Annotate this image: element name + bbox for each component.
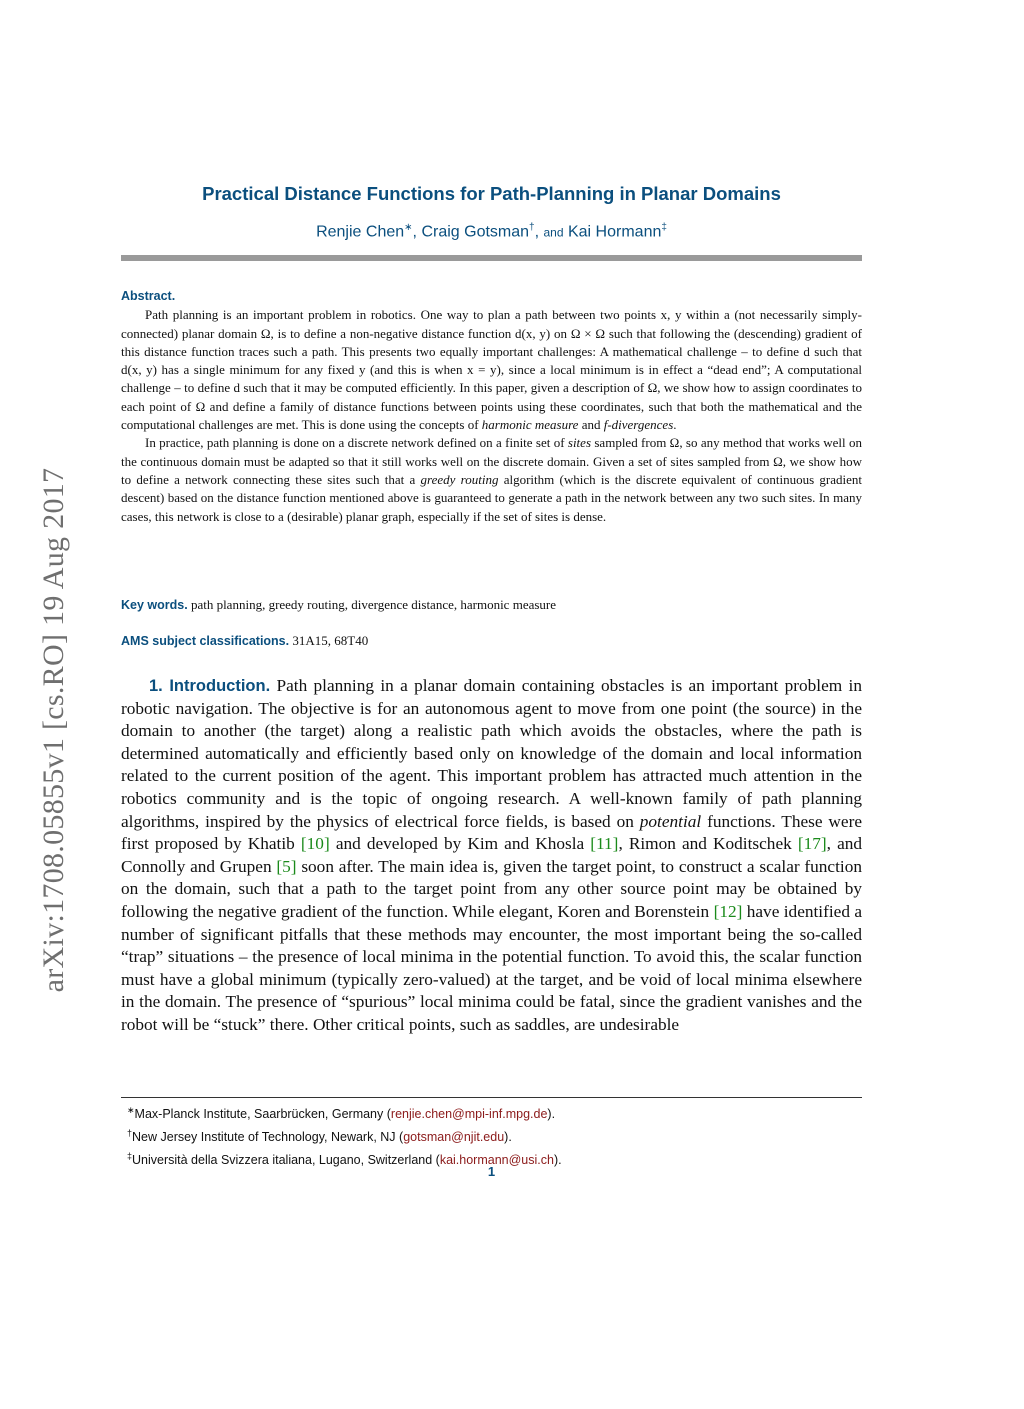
- footnote: ‡Università della Svizzera italiana, Lugano, Switzerland (kai.hormann@usi.ch).: [127, 1151, 562, 1168]
- footnote: ∗Max-Planck Institute, Saarbrücken, Germany (renjie.chen@mpi-inf.mpg.de).: [127, 1105, 556, 1122]
- author-name: Kai Hormann: [567, 223, 662, 241]
- paper-title: Practical Distance Functions for Path-Planning in Planar Domains: [202, 183, 781, 204]
- ams-classifications: [121, 633, 862, 649]
- author-mark: †: [529, 222, 535, 233]
- citation-link[interactable]: [17]: [797, 834, 827, 854]
- abstract-label: Abstract.: [121, 289, 176, 303]
- citation-link[interactable]: [12]: [713, 901, 743, 921]
- page-number: 1: [487, 1164, 496, 1179]
- abstract-paragraph: In practice, path planning is done on a discrete network defined on a finite set of sites sampled from Ω, so any method that works well on the continuous domain must be adapted so that it still works well on the discrete domain. Given a set of sites sampled from Ω, we show how to define a network connecting these sites such that a greedy routing algorithm (which is the discrete equivalent of continuous gradient descent) based on the distance function mentioned above is guaranteed to generate a path in the network between any two such sites. In many cases, this network is close to a (desirable) planar graph, especially if the set of sites is dense.: [121, 435, 863, 524]
- author-name: Renjie Chen: [316, 223, 405, 241]
- footnotes: [127, 1101, 862, 1170]
- email-link[interactable]: renjie.chen@mpi-inf.mpg.de: [390, 1107, 548, 1122]
- abstract: [121, 287, 862, 526]
- email-link[interactable]: gotsman@njit.edu: [403, 1130, 505, 1145]
- keywords: [121, 597, 862, 613]
- title-rule: [121, 255, 862, 261]
- ams-text: 31A15, 68T40: [292, 633, 369, 648]
- arxiv-id: arXiv:1708.05855v1 [cs.RO] 19 Aug 2017: [37, 467, 70, 993]
- section-heading: 1. Introduction.: [149, 677, 271, 695]
- introduction-section: 1. Introduction. Path planning in a planar domain containing obstacles is an important problem in robotic navigation. The objective is for an autonomous agent to move from one point (the source) in the domain to another (the target) along a realistic path which avoids the obstacles, where the path is determined automatically and efficiently based only on knowledge of the domain and local information related to the current position of the agent. This important problem has attracted much attention in the robotics community and is the topic of ongoing research. A well-known family of path planning algorithms, inspired by the physics of electrical force fields, is based on potential functions. These were first proposed by Khatib [10] and developed by Kim and Khosla [11], Rimon and Koditschek [17], and Connolly and Grupen [5] soon after. The main idea is, given the target point, to construct a scalar function on the domain, such that a path to the target point from any other source point may be obtained by following the negative gradient of the function. While elegant, Koren and Borenstein [12] have identified a number of significant pitfalls that these methods may encounter, the most important being the so-called “trap” situations – the presence of local minima in the potential function. To avoid this, the scalar function must have a global minimum (typically zero-valued) at the target, and be void of local minima elsewhere in the domain. The presence of “spurious” local minima could be fatal, since the gradient vanishes and the robot will be “stuck” there. Other critical points, such as saddles, are undesirable: [121, 676, 863, 1034]
- footnote-rule: [121, 1097, 862, 1098]
- citation-link[interactable]: [11]: [590, 834, 619, 854]
- author-mark: ∗: [404, 222, 413, 233]
- ams-label: AMS subject classifications.: [121, 634, 290, 648]
- author-and: and: [543, 225, 564, 240]
- keywords-text: path planning, greedy routing, divergence distance, harmonic measure: [190, 597, 557, 612]
- citation-link[interactable]: [10]: [300, 834, 330, 854]
- abstract-paragraph: Path planning is an important problem in robotics. One way to plan a path between two points x, y within a (not necessarily simply-connected) planar domain Ω, is to define a non-negative distance function d(x, y) on Ω × Ω such that following the (descending) gradient of this distance function traces such a path. This presents two equally important challenges: A mathematical challenge – to define d such that d(x, y) has a single minimum for any fixed y (and this is when x = y), since a local minimum is in effect a “dead end”; A computational challenge – to define d such that it may be computed efficiently. In this paper, given a description of Ω, we show how to assign coordinates to each point of Ω and define a family of distance functions between points using these coordinates, such that both the mathematical and the computational challenges are met. This is done using the concepts of harmonic measure and f-divergences.: [121, 307, 862, 433]
- keywords-label: Key words.: [121, 598, 188, 612]
- author-list: Renjie Chen∗, Craig Gotsman†, and Kai Hormann‡: [316, 222, 667, 241]
- author-mark: ‡: [661, 222, 667, 233]
- citation-link[interactable]: [5]: [276, 856, 297, 876]
- author-name: Craig Gotsman: [421, 223, 530, 241]
- email-link[interactable]: kai.hormann@usi.ch: [439, 1153, 554, 1168]
- footnote: †New Jersey Institute of Technology, Newark, NJ (gotsman@njit.edu).: [127, 1128, 512, 1145]
- arxiv-stamp: [36, 430, 72, 1030]
